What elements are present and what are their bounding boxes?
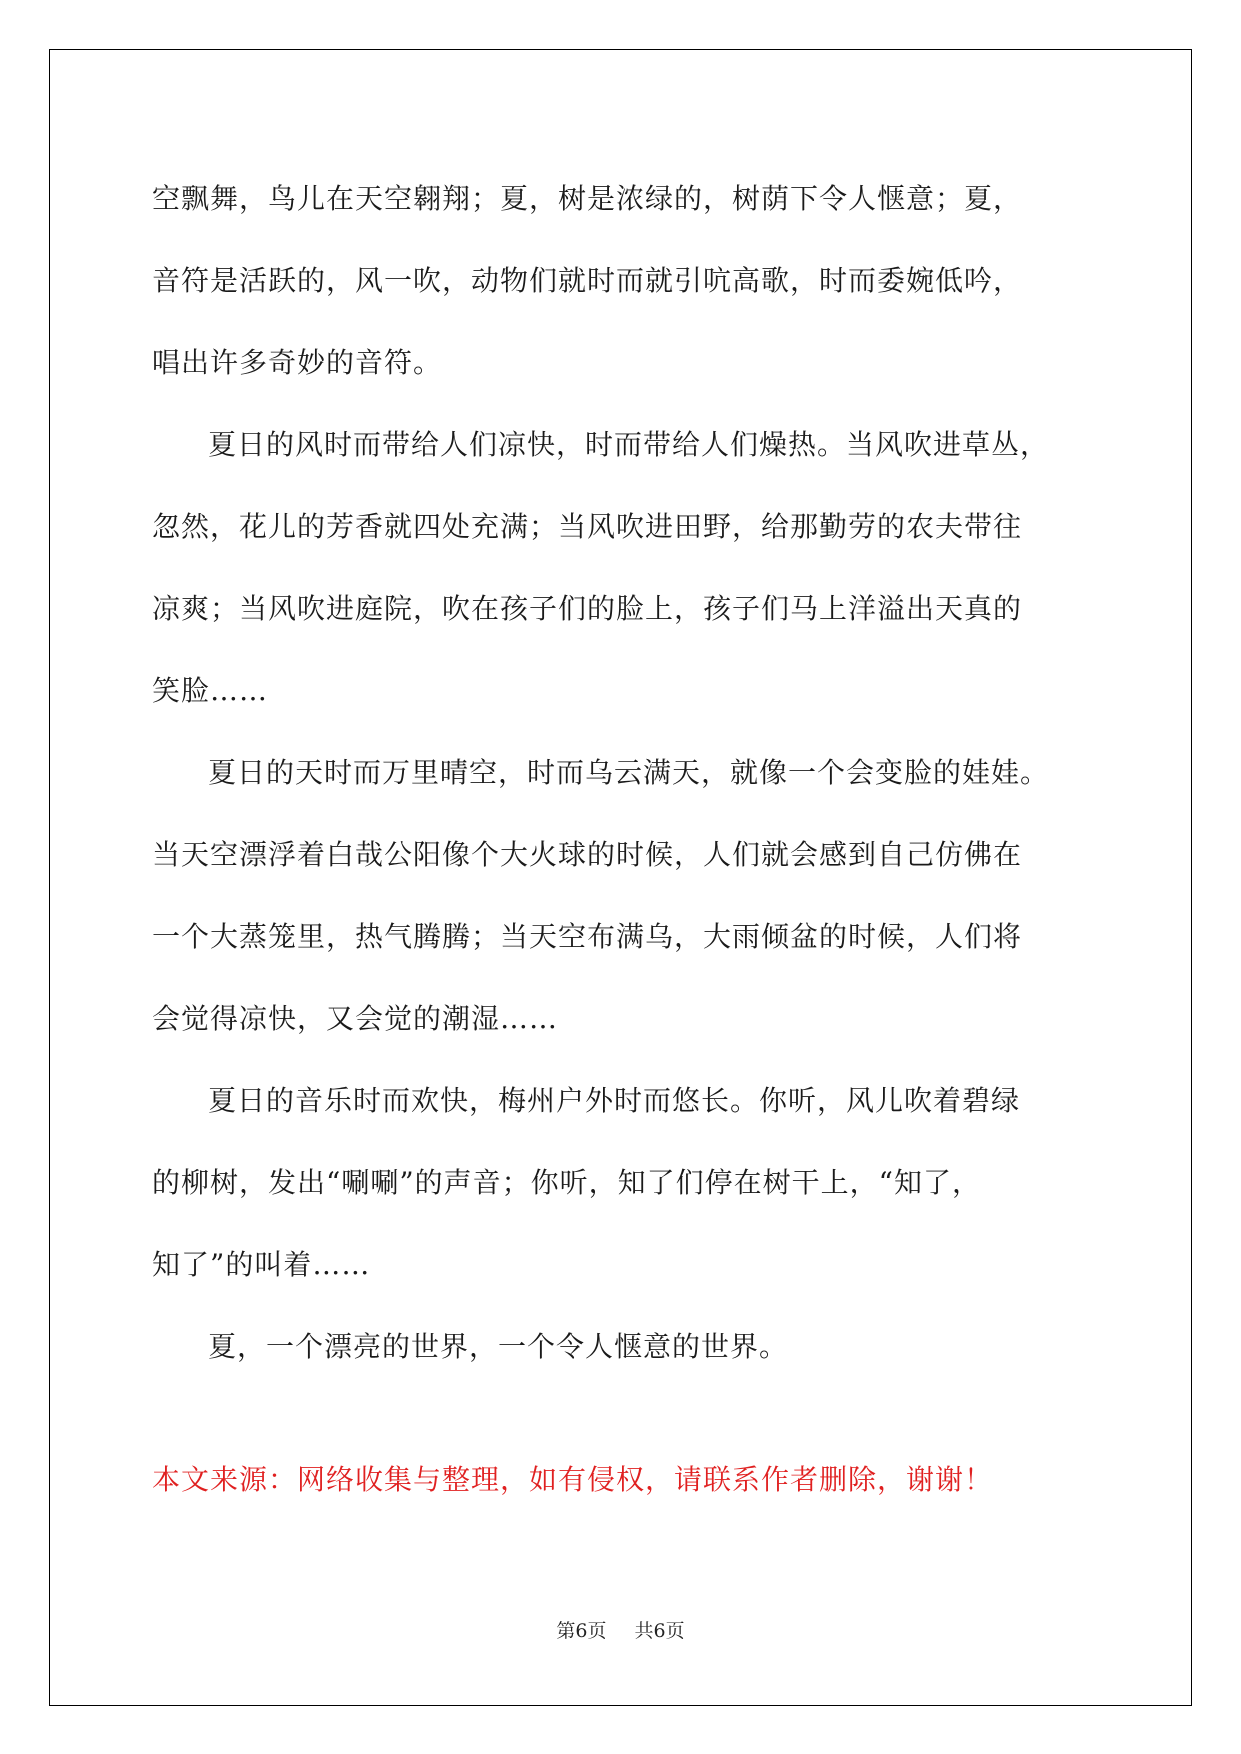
paragraph-4	[152, 1060, 1127, 1306]
text-line: 忽然，花儿的芳香就四处充满；当风吹进田野，给那勤劳的农夫带往	[152, 510, 1023, 543]
page-footer	[0, 1616, 1241, 1643]
text-line: 音符是活跃的，风一吹，动物们就时而就引吭高歌，时而委婉低吟，	[152, 264, 1023, 297]
text-line: 夏日的天时而万里晴空，时而乌云满天，就像一个会变脸的娃娃。	[208, 756, 1050, 789]
text-line: 夏，一个漂亮的世界，一个令人惬意的世界。	[208, 1330, 789, 1363]
text-line: 夏日的音乐时而欢快，梅州户外时而悠长。你听，风儿吹着碧绿	[208, 1084, 1021, 1117]
text-line: 笑脸……	[152, 674, 269, 707]
text-line: 知了”的叫着……	[152, 1248, 371, 1281]
text-line: 当天空漂浮着白哉公阳像个大火球的时候，人们就会感到自己仿佛在	[152, 838, 1023, 871]
text-line: 凉爽；当风吹进庭院，吹在孩子们的脸上，孩子们马上洋溢出天真的	[152, 592, 1023, 625]
document-body	[152, 158, 1127, 1388]
paragraph-5	[152, 1306, 1127, 1388]
text-line: 夏日的风时而带给人们凉快，时而带给人们燥热。当风吹进草丛，	[208, 428, 1050, 461]
source-notice: 本文来源：网络收集与整理，如有侵权，请联系作者删除，谢谢！	[152, 1463, 994, 1496]
text-line: 的柳树，发出“唰唰”的声音；你听，知了们停在树干上，“知了，	[152, 1166, 981, 1199]
page-number-current: 第6页	[556, 1620, 607, 1642]
page-number-total: 共6页	[634, 1620, 685, 1642]
paragraph-1	[152, 158, 1127, 404]
text-line: 会觉得凉快，又会觉的潮湿……	[152, 1002, 559, 1035]
paragraph-2	[152, 404, 1127, 732]
text-line: 唱出许多奇妙的音符。	[152, 346, 443, 379]
text-line: 空飘舞，鸟儿在天空翱翔；夏，树是浓绿的，树荫下令人惬意；夏，	[152, 182, 1023, 215]
text-line: 一个大蒸笼里，热气腾腾；当天空布满乌，大雨倾盆的时候，人们将	[152, 920, 1023, 953]
paragraph-3	[152, 732, 1127, 1060]
